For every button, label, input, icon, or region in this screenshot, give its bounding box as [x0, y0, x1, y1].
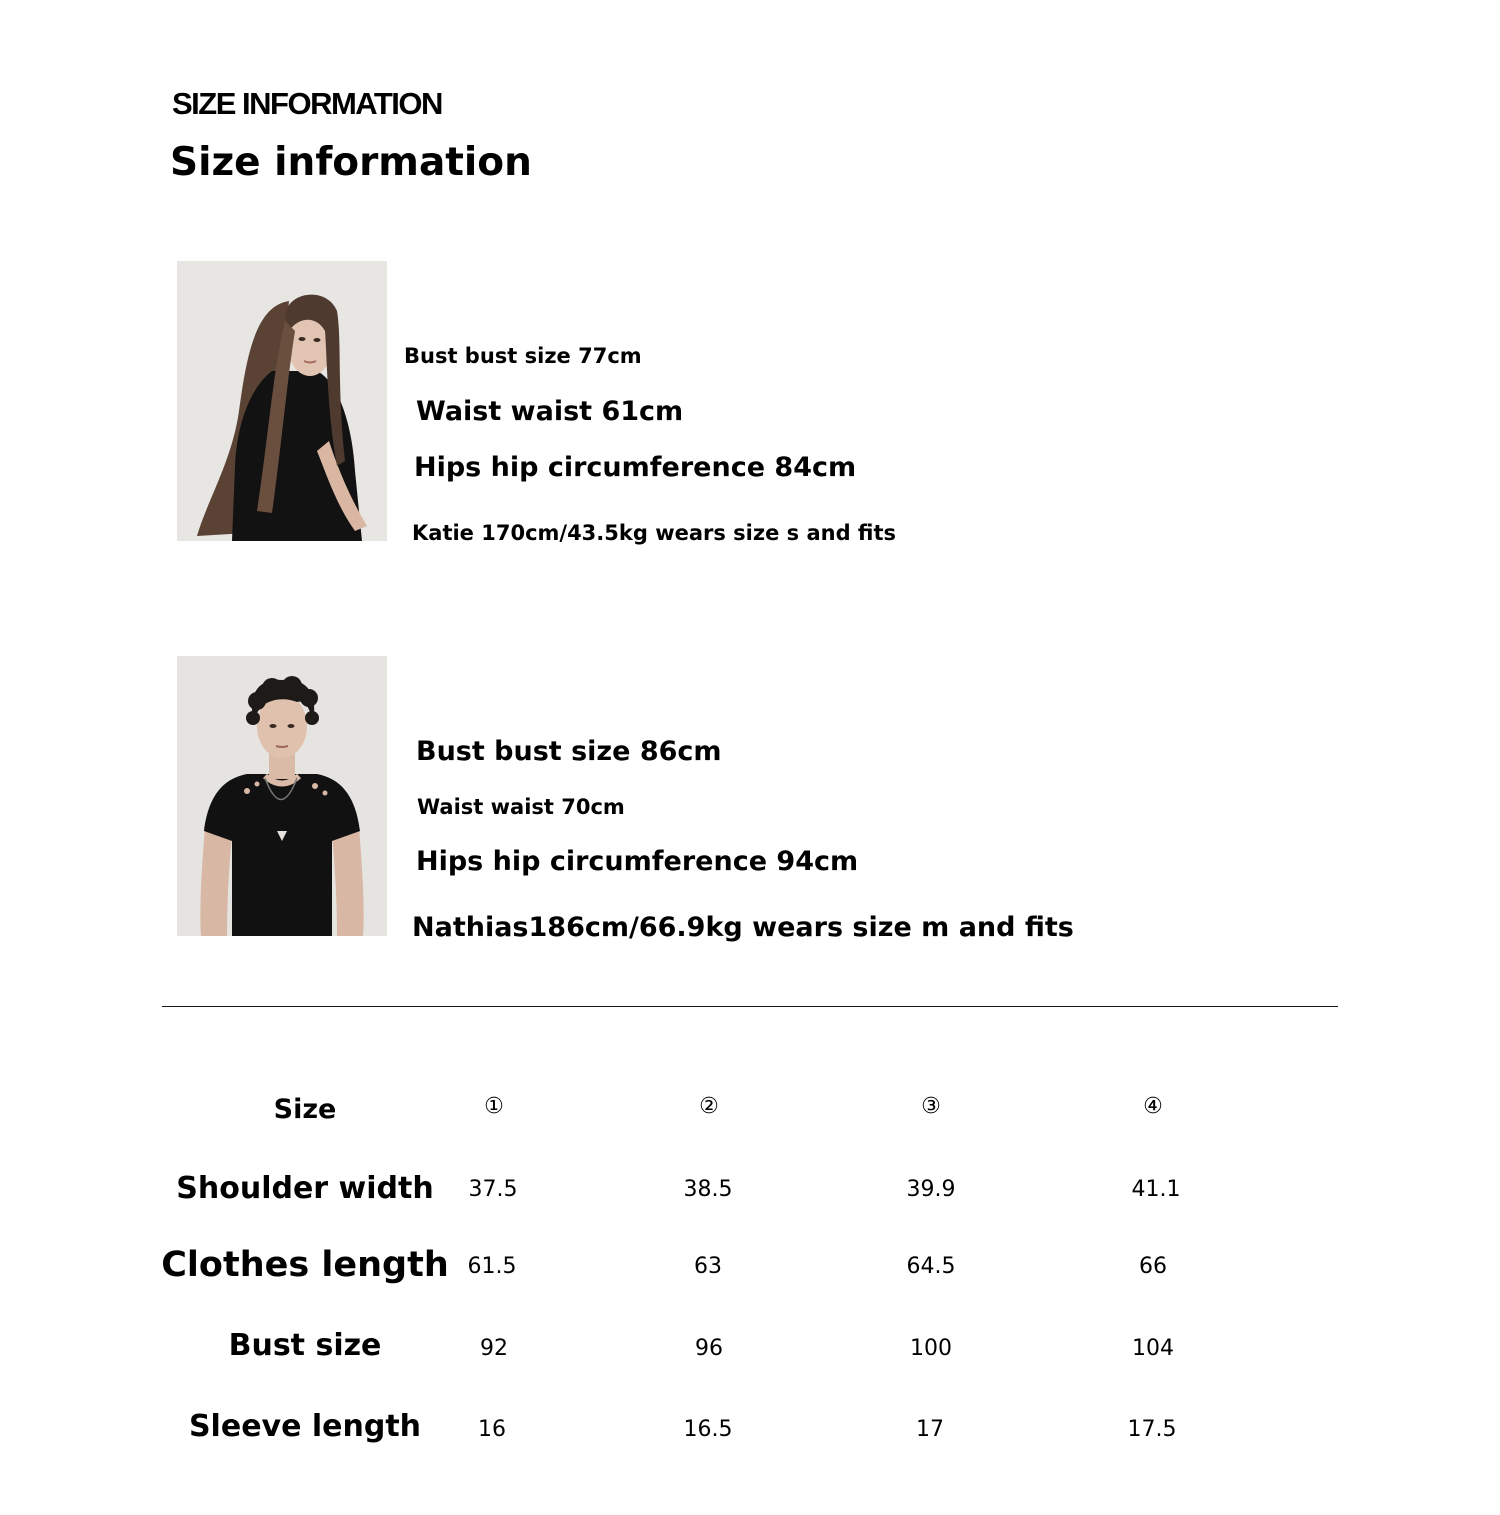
table-cell: 66 — [1139, 1254, 1167, 1279]
table-cell: 41.1 — [1131, 1177, 1181, 1202]
table-cell: 64.5 — [906, 1254, 956, 1279]
male-model-photo — [177, 656, 387, 936]
row-label-shoulder-width: Shoulder width — [176, 1171, 434, 1206]
model-1-fit-note: Katie 170cm/43.5kg wears size s and fits — [412, 521, 897, 545]
table-cell: 38.5 — [683, 1177, 733, 1202]
model-1-hips: Hips hip circumference 84cm — [414, 452, 857, 483]
table-cell: 16 — [478, 1417, 506, 1442]
row-label-clothes-length: Clothes length — [161, 1245, 449, 1285]
size-col-2: ② — [699, 1094, 719, 1119]
table-cell: 17.5 — [1127, 1417, 1177, 1442]
table-cell: 63 — [694, 1254, 722, 1279]
model-2-hips: Hips hip circumference 94cm — [416, 846, 859, 877]
model-2-waist: Waist waist 70cm — [417, 795, 625, 819]
table-cell: 16.5 — [683, 1417, 733, 1442]
size-col-3: ③ — [921, 1094, 941, 1119]
row-label-bust-size: Bust size — [228, 1328, 382, 1363]
table-cell: 104 — [1132, 1336, 1174, 1361]
row-label-sleeve-length: Sleeve length — [188, 1409, 422, 1444]
table-cell: 17 — [916, 1417, 944, 1442]
table-cell: 37.5 — [468, 1177, 518, 1202]
table-cell: 96 — [695, 1336, 723, 1361]
page-title-caps: SIZE INFORMATION — [172, 86, 442, 121]
page-title: Size information — [170, 140, 532, 185]
table-cell: 92 — [480, 1336, 508, 1361]
size-col-1: ① — [484, 1094, 504, 1119]
model-2-bust: Bust bust size 86cm — [416, 736, 722, 767]
model-1-waist: Waist waist 61cm — [416, 396, 684, 427]
model-2-fit-note: Nathias186cm/66.9kg wears size m and fits — [412, 912, 1074, 943]
table-cell: 61.5 — [467, 1254, 517, 1279]
size-header-label: Size — [273, 1094, 337, 1125]
section-divider — [162, 1006, 1338, 1007]
size-col-4: ④ — [1143, 1094, 1163, 1119]
table-cell: 100 — [910, 1336, 952, 1361]
model-1-bust: Bust bust size 77cm — [404, 344, 642, 368]
table-cell: 39.9 — [906, 1177, 956, 1202]
female-model-photo — [177, 261, 387, 541]
